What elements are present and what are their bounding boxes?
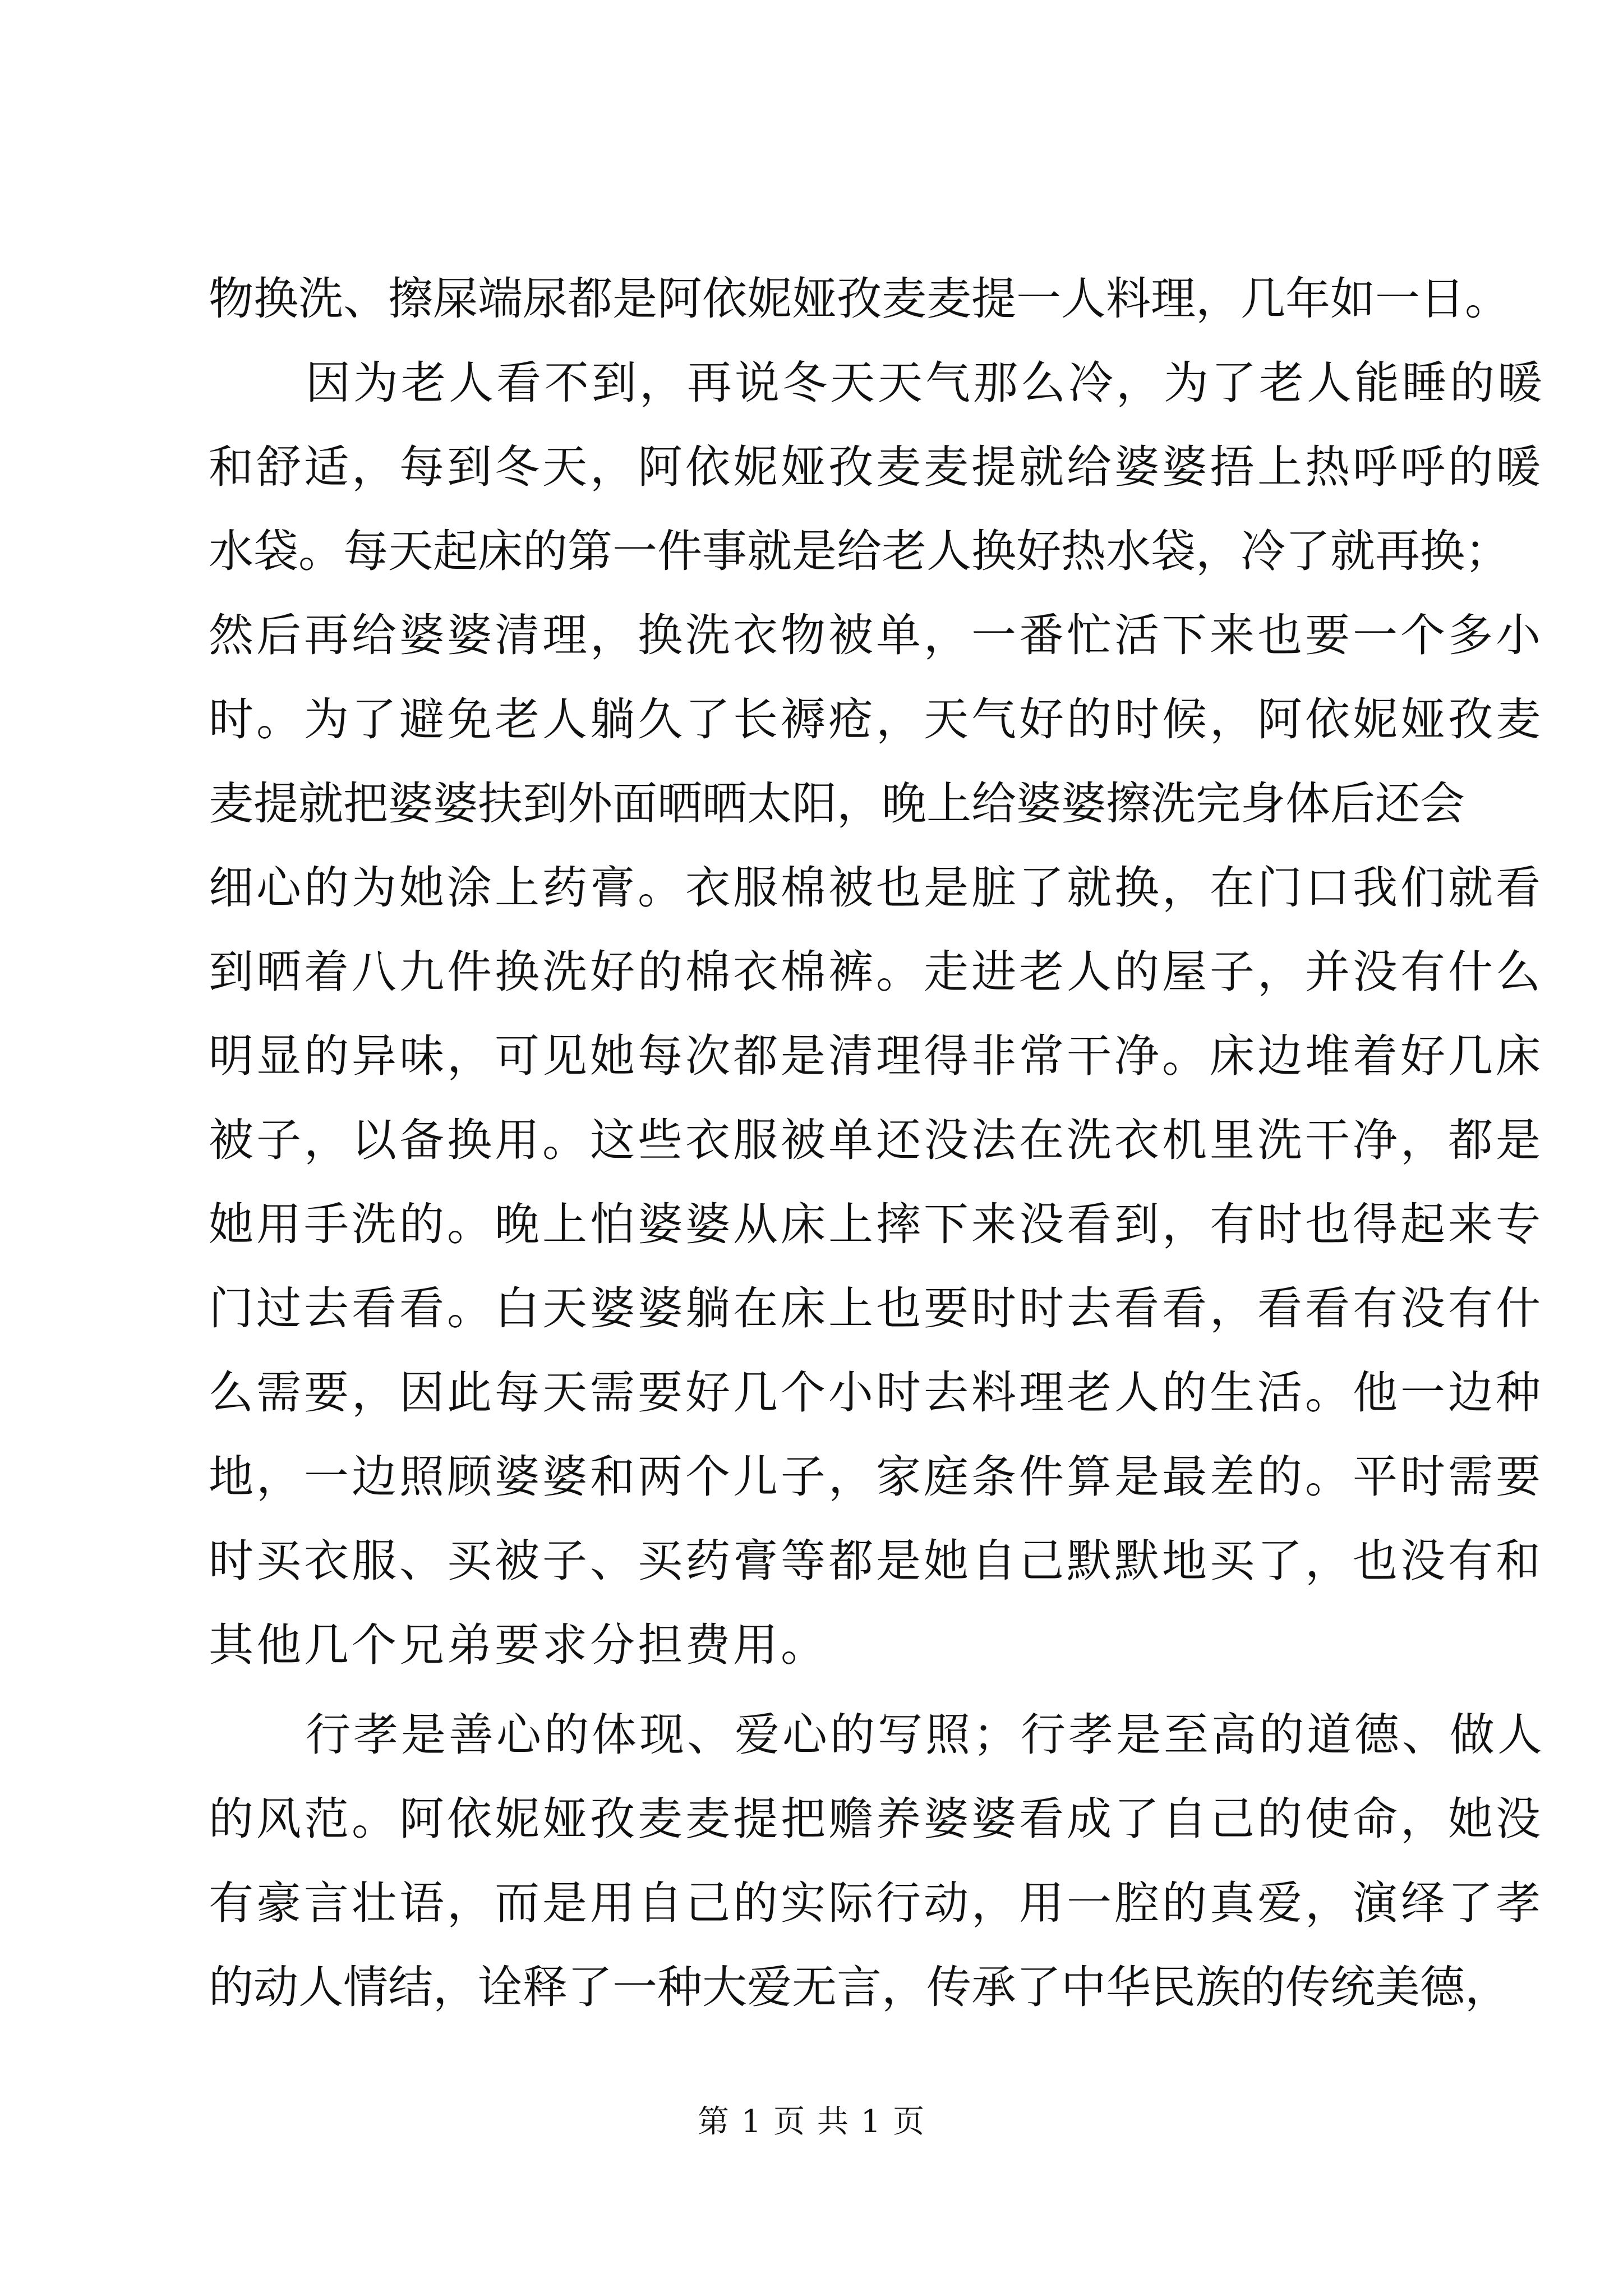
paragraph-line: 行孝是善心的体现、爱心的写照；行孝是至高的道德、做人 [306,1709,1545,1761]
paragraph-line: 时买衣服、买被子、买药膏等都是她自己默默地买了，也没有和 [209,1535,1543,1587]
paragraph-line: 麦提就把婆婆扶到外面晒晒太阳，晚上给婆婆擦洗完身体后还会 [209,777,1465,830]
paragraph-line: 明显的异味，可见她每次都是清理得非常干净。床边堆着好几床 [209,1030,1543,1082]
paragraph-line: 物换洗、擦屎端尿都是阿依妮娅孜麦麦提一人料理，几年如一日。 [209,273,1510,325]
paragraph-line: 然后再给婆婆清理，换洗衣物被单，一番忙活下来也要一个多小 [209,609,1543,661]
paragraph-line: 时。为了避免老人躺久了长褥疮，天气好的时候，阿依妮娅孜麦 [209,693,1543,746]
page-number-footer: 第 1 页 共 1 页 [697,2104,926,2140]
paragraph-line: 的动人情结，诠释了一种大爱无言，传承了中华民族的传统美德， [209,1961,1510,2013]
paragraph-line: 其他几个兄弟要求分担费用。 [209,1619,828,1671]
paragraph-line: 她用手洗的。晚上怕婆婆从床上摔下来没看到，有时也得起来专 [209,1198,1543,1250]
paragraph-line: 被子，以备换用。这些衣服被单还没法在洗衣机里洗干净，都是 [209,1114,1543,1166]
paragraph-line: 到晒着八九件换洗好的棉衣棉裤。走进老人的屋子，并没有什么 [209,946,1543,998]
paragraph-line: 和舒适，每到冬天，阿依妮娅孜麦麦提就给婆婆捂上热呼呼的暖 [209,441,1543,493]
paragraph-line: 的风范。阿依妮娅孜麦麦提把赡养婆婆看成了自己的使命，她没 [209,1793,1543,1845]
paragraph-line: 门过去看看。白天婆婆躺在床上也要时时去看看，看看有没有什 [209,1282,1543,1335]
paragraph-line: 细心的为她涂上药膏。衣服棉被也是脏了就换，在门口我们就看 [209,862,1543,914]
paragraph-line: 有豪言壮语，而是用自己的实际行动，用一腔的真爱，演绎了孝 [209,1877,1543,1929]
paragraph-line: 地，一边照顾婆婆和两个儿子，家庭条件算是最差的。平时需要 [209,1451,1543,1503]
paragraph-line: 水袋。每天起床的第一件事就是给老人换好热水袋，冷了就再换； [209,525,1510,577]
paragraph-line: 么需要，因此每天需要好几个小时去料理老人的生活。他一边种 [209,1366,1543,1419]
paragraph-line: 因为老人看不到，再说冬天天气那么冷，为了老人能睡的暖 [306,357,1545,409]
